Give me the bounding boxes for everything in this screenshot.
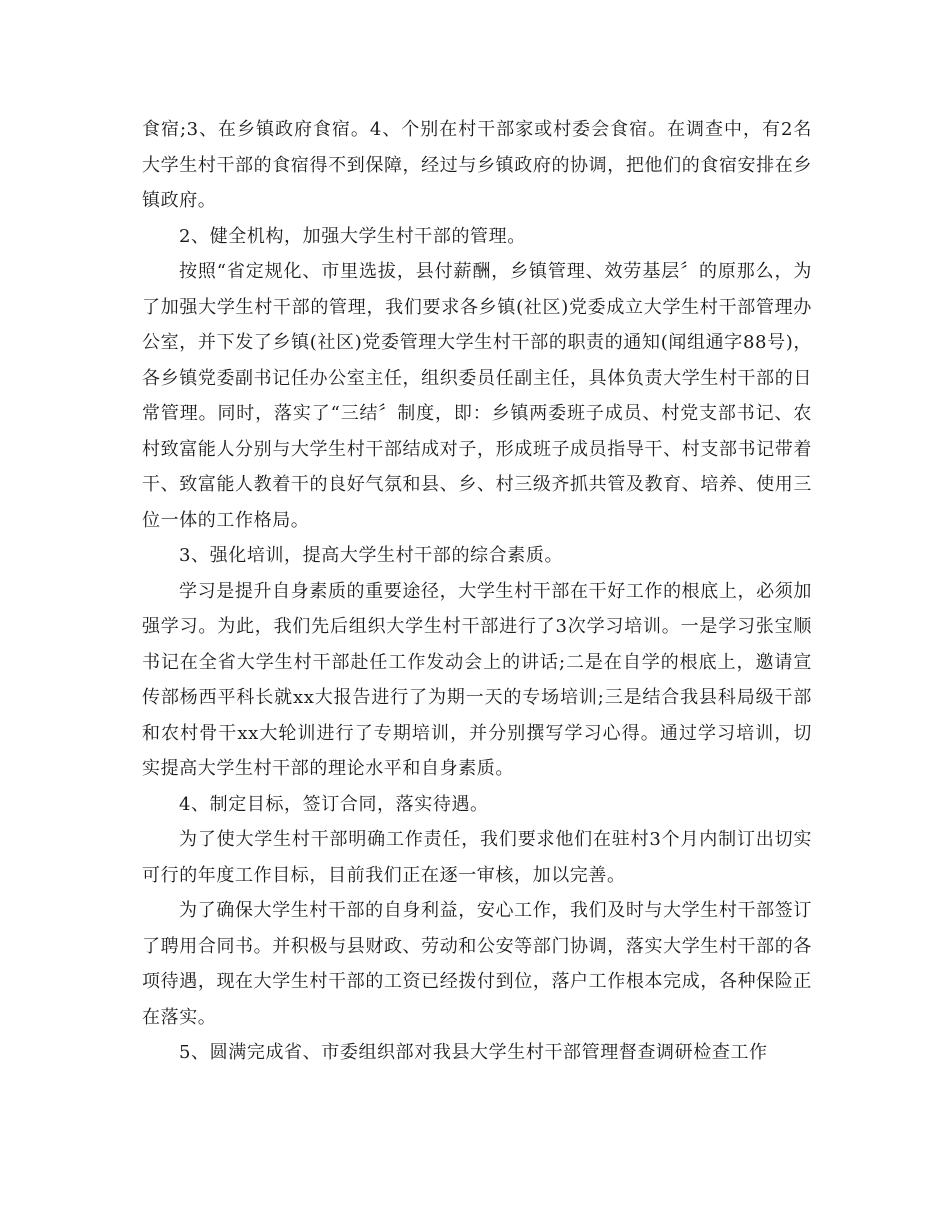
section-heading-4: 4、制定目标，签订合同，落实待遇。: [179, 793, 489, 815]
paragraph-management: 按照“省定规化、市里选拔，县付薪酬，乡镇管理、效劳基层〞的原那么，为了加强大学生村干部的管理，我们要求各乡镇(社区)党委成立大学生村干部管理办公室，并下发了乡镇(社区)党委管理大学生村干部的职责的通知(闻组通字88号)，各乡镇党委副书记任办公室主任，组织委员任副主任，具体负责大学生村干部的日常管理。同时，落实了“三结〞制度，即：乡镇两委班子成员、村党支部书记、农村致富能人分别与大学生村干部结成对子，形成班子成员指导干、村支部书记带着干、致富能人教着干的良好气氛和县、乡、村三级齐抓共管及教育、培养、使用三位一体的工作格局。: [142, 261, 812, 531]
paragraph-contracts: 为了确保大学生村干部的自身利益，安心工作，我们及时与大学生村干部签订了聘用合同书。并积极与县财政、劳动和公安等部门协调，落实大学生村干部的各项待遇，现在大学生村干部的工资已经拨付到位，落户工作根本完成，各种保险正在落实。: [142, 900, 812, 1028]
paragraph-continuation: 食宿;3、在乡镇政府食宿。4、个别在村干部家或村委会食宿。在调查中，有2名大学生村干部的食宿得不到保障，经过与乡镇政府的协调，把他们的食宿安排在乡镇政府。: [142, 119, 812, 211]
section-heading-5: 5、圆满完成省、市委组织部对我县大学生村干部管理督查调研检查工作: [179, 1042, 768, 1063]
paragraph-goals: 为了使大学生村干部明确工作责任，我们要求他们在驻村3个月内制订出切实可行的年度工作目标，目前我们正在逐一审核，加以完善。: [142, 829, 812, 886]
document-body: [142, 112, 812, 1071]
section-heading-2: 2、健全机构，加强大学生村干部的管理。: [179, 225, 526, 247]
paragraph-training: 学习是提升自身素质的重要途径，大学生村干部在干好工作的根底上，必须加强学习。为此，我们先后组织大学生村干部进行了3次学习培训。一是学习张宝顺书记在全省大学生村干部赴任工作发动会上的讲话;二是在自学的根底上，邀请宣传部杨西平科长就xx大报告进行了为期一天的专场培训;三是结合我县科局级干部和农村骨干xx大轮训进行了专期培训，并分别撰写学习心得。通过学习培训，切实提高大学生村干部的理论水平和自身素质。: [142, 580, 812, 779]
section-heading-3: 3、强化培训，提高大学生村干部的综合素质。: [179, 545, 564, 566]
